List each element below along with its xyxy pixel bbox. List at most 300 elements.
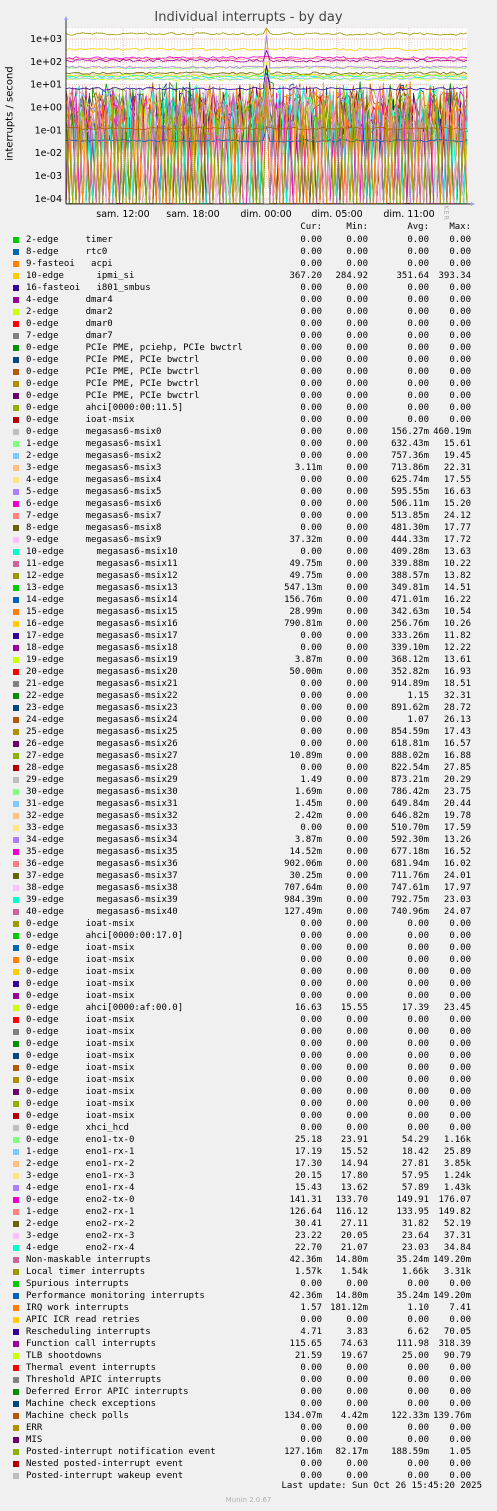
cur-value: 1.69m bbox=[294, 787, 322, 797]
min-value: 3.83 bbox=[346, 1327, 368, 1337]
max-value: 0.00 bbox=[449, 391, 471, 401]
cur-value: 0.00 bbox=[300, 739, 322, 749]
legend-label: 4-edge dmar4 bbox=[26, 295, 113, 305]
avg-value: 57.89 bbox=[401, 1183, 429, 1193]
cur-value: 0.00 bbox=[300, 1399, 322, 1409]
avg-value: 625.74m bbox=[391, 475, 429, 485]
max-value: 16.02 bbox=[443, 859, 471, 869]
min-value: 0.00 bbox=[346, 295, 368, 305]
avg-value: 0.00 bbox=[407, 1315, 429, 1325]
min-value: 0.00 bbox=[346, 931, 368, 941]
avg-value: 0.00 bbox=[407, 367, 429, 377]
min-value: 0.00 bbox=[346, 1375, 368, 1385]
max-value: 16.63 bbox=[443, 487, 471, 497]
min-value: 0.00 bbox=[346, 583, 368, 593]
legend-row bbox=[0, 270, 497, 282]
legend-swatch bbox=[13, 1245, 19, 1251]
cur-value: 0.00 bbox=[300, 727, 322, 737]
cur-value: 0.00 bbox=[300, 1027, 322, 1037]
cur-value: 1.45m bbox=[294, 799, 322, 809]
cur-value: 0.00 bbox=[300, 391, 322, 401]
cur-value: 42.36m bbox=[289, 1291, 322, 1301]
max-value: 0.00 bbox=[449, 1315, 471, 1325]
min-value: 0.00 bbox=[346, 835, 368, 845]
y-tick-label: 1e+01 bbox=[30, 79, 62, 91]
legend-label: 8-edge megasas6-msix8 bbox=[26, 523, 162, 533]
y-tick-label: 1e-02 bbox=[34, 148, 62, 160]
cur-value: 0.00 bbox=[300, 307, 322, 317]
legend-swatch bbox=[13, 1005, 19, 1011]
avg-value: 786.42m bbox=[391, 787, 429, 797]
min-value: 0.00 bbox=[346, 355, 368, 365]
munin-version: Munin 2.0.67 bbox=[225, 1496, 272, 1504]
max-value: 0.00 bbox=[449, 1075, 471, 1085]
avg-value: 17.39 bbox=[401, 1003, 429, 1013]
legend-row bbox=[0, 402, 497, 414]
cur-value: 37.32m bbox=[289, 535, 322, 545]
max-value: 32.31 bbox=[443, 691, 471, 701]
legend-row bbox=[0, 906, 497, 918]
legend-swatch bbox=[13, 1317, 19, 1323]
min-value: 181.12m bbox=[330, 1303, 368, 1313]
col-header-avg: Avg: bbox=[407, 222, 429, 232]
legend-swatch bbox=[13, 1185, 19, 1191]
cur-value: 4.71 bbox=[300, 1327, 322, 1337]
min-value: 133.70 bbox=[335, 1195, 368, 1205]
avg-value: 122.33m bbox=[391, 1411, 429, 1421]
max-value: 1.24k bbox=[443, 1171, 471, 1181]
x-tick-label: sam. 18:00 bbox=[166, 209, 220, 220]
legend-label: 14-edge megasas6-msix14 bbox=[26, 595, 178, 605]
legend-swatch bbox=[13, 429, 19, 435]
cur-value: 3.11m bbox=[294, 463, 322, 473]
avg-value: 757.36m bbox=[391, 451, 429, 461]
min-value: 0.00 bbox=[346, 547, 368, 557]
cur-value: 0.00 bbox=[300, 511, 322, 521]
legend-label: Nested posted-interrupt event bbox=[26, 1459, 184, 1469]
cur-value: 0.00 bbox=[300, 1063, 322, 1073]
cur-value: 3.87m bbox=[294, 835, 322, 845]
legend-label: 3-edge eno1-rx-3 bbox=[26, 1171, 135, 1181]
legend-swatch bbox=[13, 897, 19, 903]
min-value: 0.00 bbox=[346, 895, 368, 905]
legend-swatch bbox=[13, 789, 19, 795]
cur-value: 115.65 bbox=[289, 1339, 322, 1349]
legend-label: 31-edge megasas6-msix31 bbox=[26, 799, 178, 809]
min-value: 0.00 bbox=[346, 787, 368, 797]
legend-row bbox=[0, 1302, 497, 1314]
max-value: 3.31k bbox=[443, 1267, 471, 1277]
legend-row bbox=[0, 1206, 497, 1218]
cur-value: 17.19 bbox=[294, 1147, 322, 1157]
cur-value: 0.00 bbox=[300, 1123, 322, 1133]
legend-swatch bbox=[13, 561, 19, 567]
cur-value: 0.00 bbox=[300, 475, 322, 485]
max-value: 1.05 bbox=[449, 1447, 471, 1457]
avg-value: 444.33m bbox=[391, 535, 429, 545]
legend-row bbox=[0, 1326, 497, 1338]
avg-value: 0.00 bbox=[407, 1387, 429, 1397]
cur-value: 16.63 bbox=[294, 1003, 322, 1013]
avg-value: 471.01m bbox=[391, 595, 429, 605]
cur-value: 0.00 bbox=[300, 487, 322, 497]
min-value: 0.00 bbox=[346, 655, 368, 665]
cur-value: 790.81m bbox=[284, 619, 322, 629]
min-value: 0.00 bbox=[346, 1063, 368, 1073]
y-axis-label: interrupts / second bbox=[4, 66, 16, 161]
legend-swatch bbox=[13, 1137, 19, 1143]
legend-label: 13-edge megasas6-msix13 bbox=[26, 583, 178, 593]
legend-row bbox=[0, 690, 497, 702]
legend-row bbox=[0, 954, 497, 966]
legend-row bbox=[0, 522, 497, 534]
max-value: 0.00 bbox=[449, 343, 471, 353]
legend-label: 4-edge megasas6-msix4 bbox=[26, 475, 162, 485]
cur-value: 0.00 bbox=[300, 319, 322, 329]
cur-value: 141.31 bbox=[289, 1195, 322, 1205]
legend-row bbox=[0, 1362, 497, 1374]
max-value: 10.22 bbox=[443, 559, 471, 569]
min-value: 116.12 bbox=[335, 1207, 368, 1217]
min-value: 0.00 bbox=[346, 763, 368, 773]
avg-value: 0.00 bbox=[407, 955, 429, 965]
cur-value: 0.00 bbox=[300, 331, 322, 341]
avg-value: 342.63m bbox=[391, 607, 429, 617]
legend-label: MIS bbox=[26, 1435, 43, 1445]
cur-value: 0.00 bbox=[300, 679, 322, 689]
avg-value: 713.86m bbox=[391, 463, 429, 473]
legend-row bbox=[0, 1254, 497, 1266]
cur-value: 0.00 bbox=[300, 283, 322, 293]
legend-swatch bbox=[13, 453, 19, 459]
min-value: 0.00 bbox=[346, 247, 368, 257]
avg-value: 54.29 bbox=[401, 1135, 429, 1145]
min-value: 14.80m bbox=[335, 1291, 368, 1301]
cur-value: 0.00 bbox=[300, 715, 322, 725]
cur-value: 0.00 bbox=[300, 403, 322, 413]
legend-swatch bbox=[13, 1473, 19, 1479]
min-value: 0.00 bbox=[346, 1111, 368, 1121]
legend-swatch bbox=[13, 741, 19, 747]
avg-value: 914.89m bbox=[391, 679, 429, 689]
legend-swatch bbox=[13, 1101, 19, 1107]
avg-value: 31.82 bbox=[401, 1219, 429, 1229]
avg-value: 646.82m bbox=[391, 811, 429, 821]
min-value: 0.00 bbox=[346, 1075, 368, 1085]
legend-swatch bbox=[13, 1125, 19, 1131]
avg-value: 35.24m bbox=[396, 1255, 429, 1265]
max-value: 0.00 bbox=[449, 1099, 471, 1109]
legend-swatch bbox=[13, 633, 19, 639]
x-tick-label: dim. 11:00 bbox=[383, 209, 435, 220]
legend-label: 0-edge ahci[0000:af:00.0] bbox=[26, 1003, 184, 1013]
legend-swatch bbox=[13, 1017, 19, 1023]
cur-value: 156.76m bbox=[284, 595, 322, 605]
max-value: 13.61 bbox=[443, 655, 471, 665]
legend-swatch bbox=[13, 957, 19, 963]
avg-value: 873.21m bbox=[391, 775, 429, 785]
max-value: 0.00 bbox=[449, 247, 471, 257]
max-value: 149.20m bbox=[433, 1255, 471, 1265]
max-value: 28.72 bbox=[443, 703, 471, 713]
legend-swatch bbox=[13, 1041, 19, 1047]
legend-swatch bbox=[13, 705, 19, 711]
min-value: 0.00 bbox=[346, 667, 368, 677]
min-value: 17.80 bbox=[340, 1171, 368, 1181]
legend-label: 40-edge megasas6-msix40 bbox=[26, 907, 178, 917]
cur-value: 0.00 bbox=[300, 631, 322, 641]
avg-value: 0.00 bbox=[407, 1471, 429, 1481]
cur-value: 0.00 bbox=[300, 1111, 322, 1121]
legend-swatch bbox=[13, 1365, 19, 1371]
legend-label: 2-edge eno2-rx-2 bbox=[26, 1219, 135, 1229]
cur-value: 1.57 bbox=[300, 1303, 322, 1313]
col-header-min: Min: bbox=[346, 222, 368, 232]
legend-swatch bbox=[13, 273, 19, 279]
min-value: 0.00 bbox=[346, 331, 368, 341]
min-value: 0.00 bbox=[346, 859, 368, 869]
legend-label: 19-edge megasas6-msix19 bbox=[26, 655, 178, 665]
max-value: 13.26 bbox=[443, 835, 471, 845]
legend-row bbox=[0, 1374, 497, 1386]
cur-value: 0.00 bbox=[300, 643, 322, 653]
min-value: 0.00 bbox=[346, 1279, 368, 1289]
cur-value: 49.75m bbox=[289, 571, 322, 581]
legend-label: Threshold APIC interrupts bbox=[26, 1375, 162, 1385]
legend-row bbox=[0, 390, 497, 402]
cur-value: 0.00 bbox=[300, 943, 322, 953]
cur-value: 0.00 bbox=[300, 451, 322, 461]
legend-label: 2-edge eno1-rx-2 bbox=[26, 1159, 135, 1169]
max-value: 17.55 bbox=[443, 475, 471, 485]
legend-row bbox=[0, 654, 497, 666]
min-value: 0.00 bbox=[346, 811, 368, 821]
min-value: 0.00 bbox=[346, 523, 368, 533]
legend-swatch bbox=[13, 753, 19, 759]
y-tick-label: 1e-01 bbox=[34, 125, 62, 137]
col-header-max: Max: bbox=[449, 222, 471, 232]
legend-row bbox=[0, 1290, 497, 1302]
cur-value: 127.16m bbox=[284, 1447, 322, 1457]
cur-value: 0.00 bbox=[300, 367, 322, 377]
min-value: 20.05 bbox=[340, 1231, 368, 1241]
legend-swatch bbox=[13, 969, 19, 975]
legend-row bbox=[0, 774, 497, 786]
legend-swatch bbox=[13, 1221, 19, 1227]
min-value: 0.00 bbox=[346, 511, 368, 521]
min-value: 0.00 bbox=[346, 571, 368, 581]
max-value: 0.00 bbox=[449, 1471, 471, 1481]
avg-value: 0.00 bbox=[407, 355, 429, 365]
legend-swatch bbox=[13, 1173, 19, 1179]
avg-value: 0.00 bbox=[407, 1459, 429, 1469]
max-value: 0.00 bbox=[449, 1015, 471, 1025]
cur-value: 0.00 bbox=[300, 931, 322, 941]
legend-label: Local timer interrupts bbox=[26, 1267, 146, 1277]
cur-value: 1.57k bbox=[294, 1267, 322, 1277]
legend-label: 32-edge megasas6-msix32 bbox=[26, 811, 178, 821]
min-value: 15.55 bbox=[340, 1003, 368, 1013]
min-value: 0.00 bbox=[346, 1471, 368, 1481]
legend-row bbox=[0, 1098, 497, 1110]
avg-value: 0.00 bbox=[407, 1063, 429, 1073]
cur-value: 0.00 bbox=[300, 1423, 322, 1433]
legend-swatch bbox=[13, 333, 19, 339]
max-value: 0.00 bbox=[449, 355, 471, 365]
legend-row bbox=[0, 1434, 497, 1446]
max-value: 16.93 bbox=[443, 667, 471, 677]
cur-value: 0.00 bbox=[300, 439, 322, 449]
legend-row bbox=[0, 570, 497, 582]
min-value: 0.00 bbox=[346, 259, 368, 269]
legend-swatch bbox=[13, 1353, 19, 1359]
legend-row bbox=[0, 1182, 497, 1194]
avg-value: 792.75m bbox=[391, 895, 429, 905]
min-value: 0.00 bbox=[346, 955, 368, 965]
legend-swatch bbox=[13, 1401, 19, 1407]
legend-label: 0-edge ahci[0000:00:17.0] bbox=[26, 931, 184, 941]
legend-swatch bbox=[13, 261, 19, 267]
legend-swatch bbox=[13, 609, 19, 615]
cur-value: 0.00 bbox=[300, 991, 322, 1001]
legend-label: 0-edge eno2-tx-0 bbox=[26, 1195, 135, 1205]
legend-swatch bbox=[13, 1293, 19, 1299]
cur-value: 0.00 bbox=[300, 1387, 322, 1397]
max-value: 0.00 bbox=[449, 991, 471, 1001]
max-value: 37.31 bbox=[443, 1231, 471, 1241]
legend-label: 0-edge ioat-msix bbox=[26, 1111, 135, 1121]
legend-swatch bbox=[13, 717, 19, 723]
cur-value: 0.00 bbox=[300, 1471, 322, 1481]
legend-row bbox=[0, 318, 497, 330]
min-value: 0.00 bbox=[346, 727, 368, 737]
legend-swatch bbox=[13, 285, 19, 291]
max-value: 0.00 bbox=[449, 1423, 471, 1433]
avg-value: 111.98 bbox=[396, 1339, 429, 1349]
min-value: 0.00 bbox=[346, 1387, 368, 1397]
max-value: 0.00 bbox=[449, 295, 471, 305]
cur-value: 126.64 bbox=[289, 1207, 322, 1217]
legend-row bbox=[0, 246, 497, 258]
legend-row bbox=[0, 546, 497, 558]
legend-row bbox=[0, 1086, 497, 1098]
max-value: 0.00 bbox=[449, 1459, 471, 1469]
min-value: 0.00 bbox=[346, 775, 368, 785]
legend-swatch bbox=[13, 909, 19, 915]
avg-value: 0.00 bbox=[407, 307, 429, 317]
last-update: Last update: Sun Oct 26 15:45:20 2025 bbox=[281, 1481, 482, 1491]
x-tick-label: dim. 00:00 bbox=[240, 209, 292, 220]
legend-label: 0-edge PCIe PME, PCIe bwctrl bbox=[26, 367, 200, 377]
avg-value: 0.00 bbox=[407, 967, 429, 977]
max-value: 16.88 bbox=[443, 751, 471, 761]
min-value: 23.91 bbox=[340, 1135, 368, 1145]
avg-value: 0.00 bbox=[407, 1399, 429, 1409]
max-value: 0.00 bbox=[449, 1375, 471, 1385]
legend-row bbox=[0, 1110, 497, 1122]
avg-value: 18.42 bbox=[401, 1147, 429, 1157]
legend-label: 23-edge megasas6-msix23 bbox=[26, 703, 178, 713]
legend-swatch bbox=[13, 945, 19, 951]
legend-swatch bbox=[13, 369, 19, 375]
max-value: 13.82 bbox=[443, 571, 471, 581]
cur-value: 30.25m bbox=[289, 871, 322, 881]
legend-row bbox=[0, 1062, 497, 1074]
max-value: 0.00 bbox=[449, 1087, 471, 1097]
avg-value: 510.70m bbox=[391, 823, 429, 833]
legend-label: 12-edge megasas6-msix12 bbox=[26, 571, 178, 581]
legend-label: 26-edge megasas6-msix26 bbox=[26, 739, 178, 749]
cur-value: 0.00 bbox=[300, 919, 322, 929]
legend-label: 0-edge PCIe PME, PCIe bwctrl bbox=[26, 391, 200, 401]
max-value: 34.84 bbox=[443, 1243, 471, 1253]
avg-value: 0.00 bbox=[407, 979, 429, 989]
min-value: 0.00 bbox=[346, 631, 368, 641]
max-value: 14.51 bbox=[443, 583, 471, 593]
legend-label: 0-edge ioat-msix bbox=[26, 1063, 135, 1073]
legend-row bbox=[0, 1122, 497, 1134]
legend-swatch bbox=[13, 861, 19, 867]
max-value: 24.01 bbox=[443, 871, 471, 881]
avg-value: 1.07 bbox=[407, 715, 429, 725]
cur-value: 0.00 bbox=[300, 1015, 322, 1025]
legend-row bbox=[0, 258, 497, 270]
max-value: 0.00 bbox=[449, 943, 471, 953]
legend-row bbox=[0, 942, 497, 954]
legend-label: 0-edge ioat-msix bbox=[26, 1027, 135, 1037]
cur-value: 20.15 bbox=[294, 1171, 322, 1181]
min-value: 0.00 bbox=[346, 1039, 368, 1049]
legend-label: 1-edge eno1-rx-1 bbox=[26, 1147, 135, 1157]
legend-swatch bbox=[13, 765, 19, 771]
max-value: 3.85k bbox=[443, 1159, 471, 1169]
y-tick-label: 1e-03 bbox=[34, 171, 62, 183]
legend-row bbox=[0, 1230, 497, 1242]
legend-swatch bbox=[13, 525, 19, 531]
max-value: 0.00 bbox=[449, 331, 471, 341]
min-value: 0.00 bbox=[346, 535, 368, 545]
legend-row bbox=[0, 1050, 497, 1062]
legend-swatch bbox=[13, 393, 19, 399]
cur-value: 0.00 bbox=[300, 1099, 322, 1109]
legend-label: 25-edge megasas6-msix25 bbox=[26, 727, 178, 737]
max-value: 70.05 bbox=[443, 1327, 471, 1337]
min-value: 0.00 bbox=[346, 1099, 368, 1109]
legend-row bbox=[0, 1170, 497, 1182]
max-value: 19.45 bbox=[443, 451, 471, 461]
legend-label: 16-fasteoi i801_smbus bbox=[26, 283, 151, 293]
min-value: 0.00 bbox=[346, 415, 368, 425]
legend-label: 4-edge eno1-rx-4 bbox=[26, 1183, 135, 1193]
avg-value: 368.12m bbox=[391, 655, 429, 665]
legend-row bbox=[0, 630, 497, 642]
avg-value: 25.00 bbox=[401, 1351, 429, 1361]
legend-row bbox=[0, 618, 497, 630]
legend-row bbox=[0, 378, 497, 390]
cur-value: 1.49 bbox=[300, 775, 322, 785]
cur-value: 367.20 bbox=[289, 271, 322, 281]
legend-label: 0-edge PCIe PME, PCIe bwctrl bbox=[26, 379, 200, 389]
cur-value: 15.43 bbox=[294, 1183, 322, 1193]
y-tick-label: 1e+03 bbox=[30, 33, 62, 45]
legend-swatch bbox=[13, 1149, 19, 1155]
min-value: 0.00 bbox=[346, 403, 368, 413]
legend-row bbox=[0, 834, 497, 846]
legend-label: 20-edge megasas6-msix20 bbox=[26, 667, 178, 677]
max-value: 17.59 bbox=[443, 823, 471, 833]
avg-value: 0.00 bbox=[407, 1087, 429, 1097]
legend-row bbox=[0, 414, 497, 426]
